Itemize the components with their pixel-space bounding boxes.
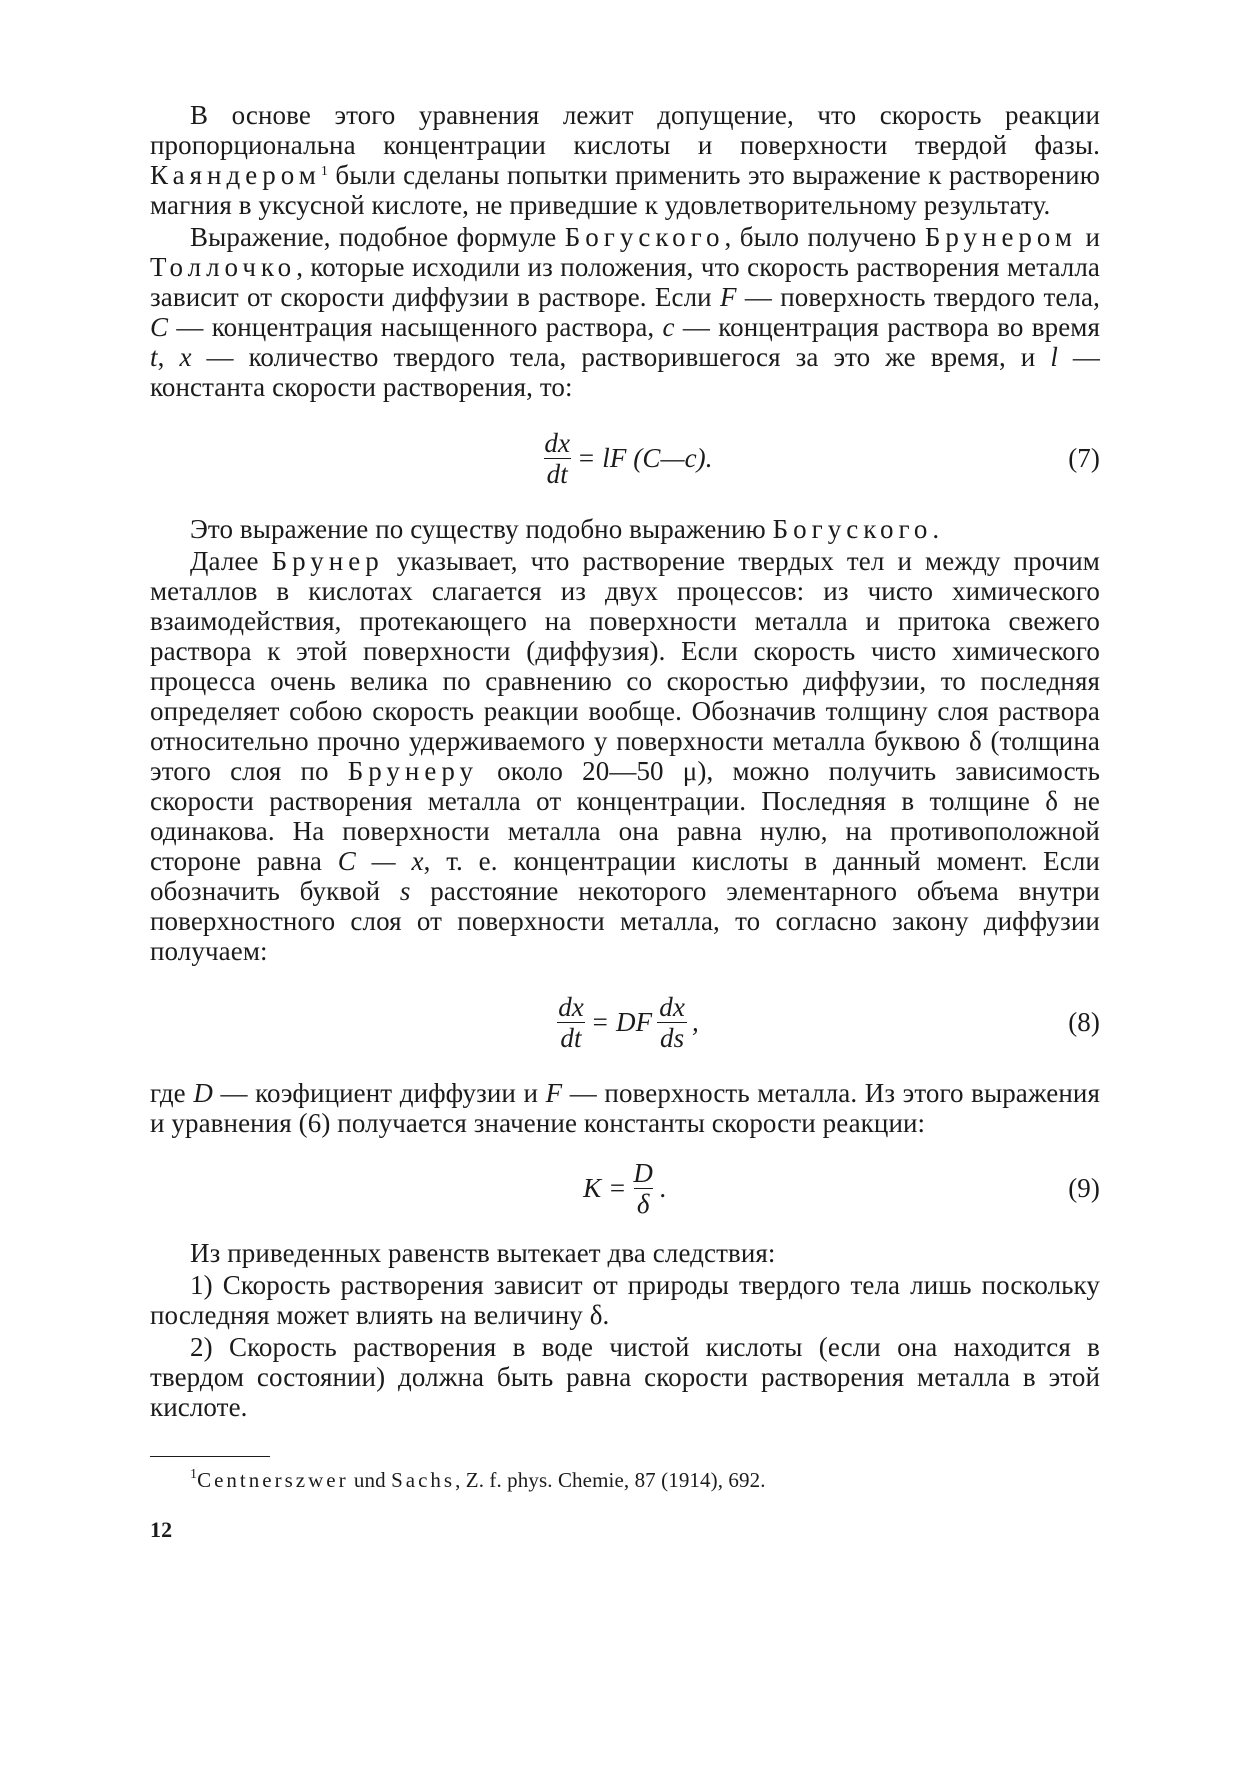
equation-tail: ,	[691, 1007, 699, 1037]
equation-middle: = DF	[590, 1007, 653, 1037]
footnote-marker: 1	[190, 1467, 198, 1482]
fraction: $\frac{D}{\delta}$	[633, 1157, 654, 1219]
author-name: Брунером	[924, 222, 1077, 252]
footnote: $^1$Centnerszwer und Sachs, Z. f. phys. Chemie, 87 (1914), 692.	[190, 1467, 766, 1492]
paragraph-4: Далее Брунер указывает, что растворение твердых тел и между прочим металлов в кислотах слагается из двух процессов: из чисто химического взаимодействия, протекающего на поверхности металла и притока свежего раствора к этой поверхности (диффузия). Если скорость чисто химического процесса очень велика по сравнению со скоростью диффузии, то последняя определяет собою скорость реакции вообще. Обозначив толщину слоя раствора относительно прочно удерживаемого у поверхности металла буквою δ (толщина этого слоя по Брунеру около 20—50 μ), можно получить зависимость скорости растворения металла от концентрации. Последняя в толщине δ не одинакова. На поверхности металла она равна нулю, на противоположной стороне равна C — x, т. е. концентрации кислоты в данный момент. Если обозначить буквой s расстояние некоторого элементарного объема внутри поверхностного слоя от поверхности металла, то согласно закону диффузии получаем:	[150, 546, 1100, 966]
footnote-marker: 1	[320, 164, 328, 179]
paragraph-2: Выражение, подобное формуле Богуского, было получено Брунером и Толлочко, которые исходили из положения, что скорость растворения металла зависит от скорости диффузии в растворе. Если F — поверхность твердого тела, C — концентрация насыщенного раствора, c — концентрация раствора во время t, x — количество твердого тела, растворившегося за это же время, и l — константа скорости растворения, то:	[150, 222, 1101, 402]
paragraph-7: 1) Скорость растворения зависит от природы твердого тела лишь поскольку последняя может влиять на величину δ.	[150, 1270, 1100, 1330]
math-var: t	[150, 342, 158, 372]
equation-number: (7)	[1068, 443, 1100, 473]
math-var: c	[662, 312, 675, 342]
footnote-divider	[150, 1456, 270, 1457]
math-var: C	[150, 312, 169, 342]
math-var: x	[179, 342, 192, 372]
equation-9	[150, 1138, 1100, 1238]
math-var: D	[193, 1078, 213, 1108]
equation-tail: .	[660, 1173, 667, 1203]
math-var: l	[1050, 342, 1058, 372]
fraction: $\frac{dx}{dt}$	[558, 991, 584, 1053]
author-name: Толлочко	[150, 252, 297, 282]
footnote-author: Sachs	[391, 1468, 456, 1492]
math-var: s	[399, 876, 411, 906]
fraction: $\frac{dx}{dt}$	[544, 427, 571, 489]
equation-number: (8)	[1068, 1007, 1100, 1037]
paragraph-5: где D — коэфициент диффузии и F — поверхность металла. Из этого выражения и уравнения (6) получается значение константы скорости реакции:	[150, 1078, 1100, 1138]
math-var: F	[719, 282, 737, 312]
author-name: Брунеру	[347, 756, 478, 786]
footnote-reference: , Z. f. phys. Chemie, 87 (1914), 692.	[455, 1468, 766, 1492]
footnote-author: Centnerszwer	[197, 1468, 349, 1492]
author-name: Богуского	[564, 222, 725, 252]
author-name: Каяндером	[150, 160, 321, 190]
equation-rhs: = lF (C—c).	[577, 443, 713, 473]
author-name: Богуского	[772, 514, 933, 544]
paragraph-3: Это выражение по существу подобно выражению Богуского.	[190, 514, 940, 544]
paragraph-6: Из приведенных равенств вытекает два следствия:	[190, 1238, 776, 1268]
equation-number: (9)	[1068, 1173, 1100, 1203]
paragraph-1: В основе этого уравнения лежит допущение, что скорость реакции пропорциональна концентрации кислоты и поверхности твердой фазы. Каяндером$^1$ были сделаны попытки применить это выражение к растворению магния в уксусной кислоте, не приведшие к удовлетворительному результату.	[150, 100, 1100, 220]
page-content	[150, 100, 1100, 1545]
fraction: $\frac{dx}{ds}$	[656, 993, 688, 1052]
author-name: Брунер	[271, 546, 384, 576]
page-number: 12	[150, 1517, 173, 1542]
equation-lhs: K =	[583, 1173, 627, 1203]
math-var: F	[545, 1078, 563, 1108]
math-var: C — x	[337, 846, 424, 876]
equation-8	[150, 966, 1100, 1078]
paragraph-8: 2) Скорость растворения в воде чистой кислоты (если она находится в твердом состоянии) должна быть равна скорости растворения металла в этой кислоте.	[150, 1332, 1100, 1422]
equation-7	[150, 402, 1100, 514]
